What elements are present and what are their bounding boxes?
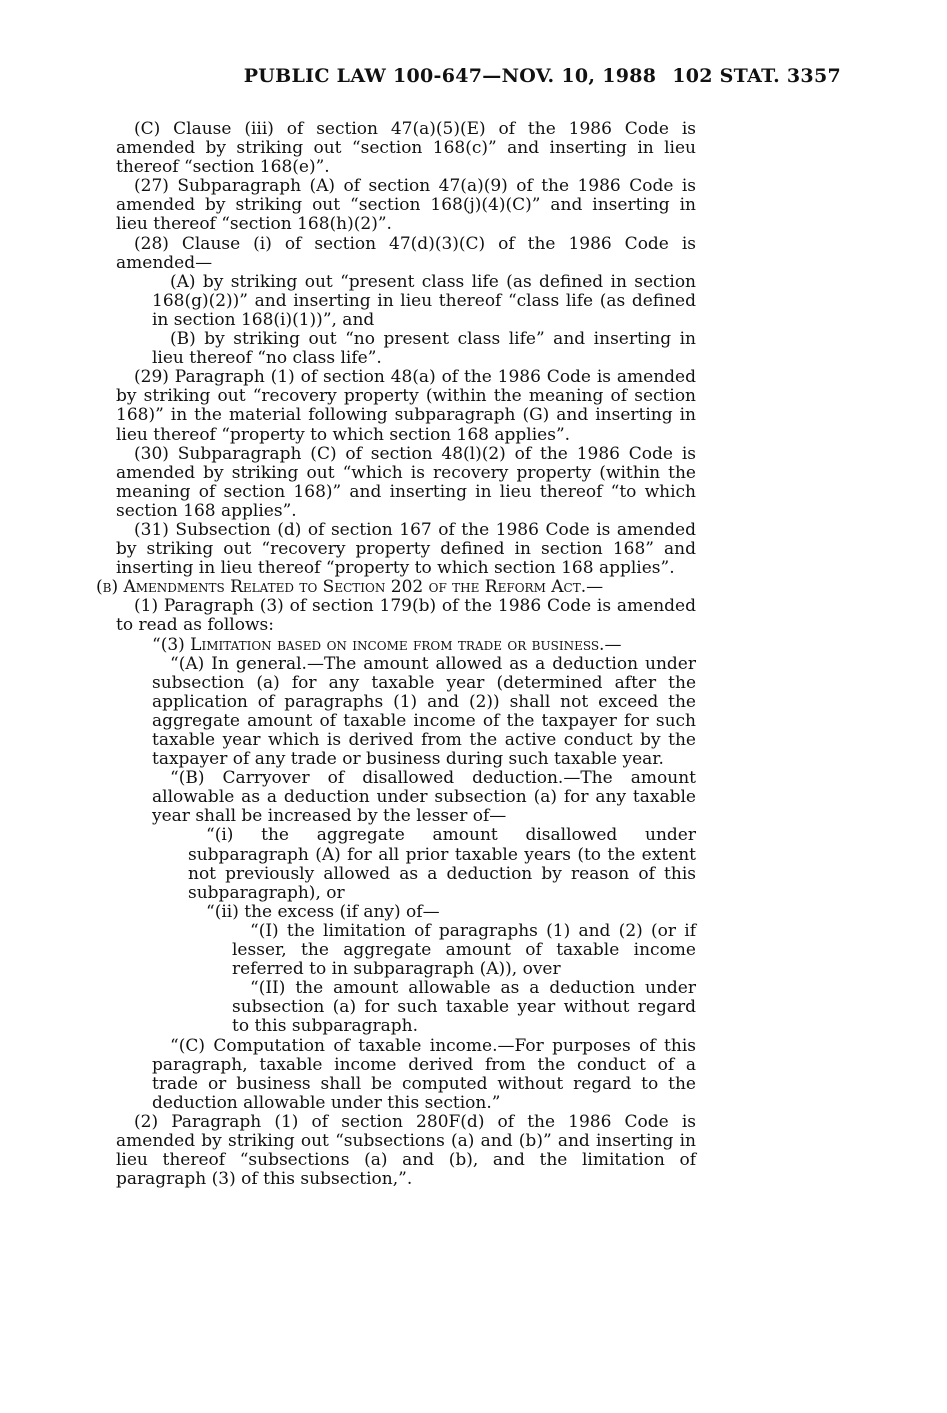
subclause-I: “(I) the limitation of paragraphs (1) and (2) (or if lesser, the aggregate amount of taxable income referred to in subparagraph (A)), over xyxy=(232,920,696,980)
subparagraph-c-computation: “(C) Computation of taxable income.—For purposes of this paragraph, taxable income derived from the conduct of a trade or business shall be computed without regard to the deduction allowable under this section.” xyxy=(152,1035,696,1113)
subparagraph-b-carryover: “(B) Carryover of disallowed deduction.—The amount allowable as a deduction under subsection (a) for any taxable year shall be increased by the lesser of— xyxy=(152,768,696,827)
paragraph-27: (27) Subparagraph (A) of section 47(a)(9) of the 1986 Code is amended by striking out “section 168(j)(4)(C)” and inserting in lieu thereof “section 168(h)(2)”. xyxy=(116,176,696,235)
running-header-title: PUBLIC LAW 100-647—NOV. 10, 1988 xyxy=(243,65,657,87)
clause-c: (C) Clause (iii) of section 47(a)(5)(E) of the 1986 Code is amended by striking out “section 168(c)” and inserting in lieu thereof “section 168(e)”. xyxy=(116,119,696,178)
clause-i: “(i) the aggregate amount disallowed under subparagraph (A) for all prior taxable years (to the extent not previously allowed as a deduction by reason of this subparagraph), or xyxy=(188,825,696,903)
paragraph-29: (29) Paragraph (1) of section 48(a) of the 1986 Code is amended by striking out “recovery property (within the meaning of section 168)” in the material following subparagraph (G) and inserting in lieu thereof “property to which section 168 applies”. xyxy=(116,367,696,445)
page-reference: 102 STAT. 3357 xyxy=(672,65,841,87)
subparagraph-a-in-general: “(A) In general.—The amount allowed as a deduction under subsection (a) for any taxable year (determined after the application of paragraphs (1) and (2)) shall not exceed the aggregate amount of taxable income of the taxpayer for such taxable year which is derived from the active conduct by the taxpayer of any trade or business during such taxable year. xyxy=(152,653,696,770)
subparagraph-28b: (B) by striking out “no present class life” and inserting in lieu thereof “no class life”. xyxy=(152,329,696,369)
subparagraph-28a: (A) by striking out “present class life (as defined in section 168(g)(2))” and inserting in lieu thereof “class life (as defined in section 168(i)(1))”, and xyxy=(152,271,696,330)
subclause-II: “(II) the amount allowable as a deduction under subsection (a) for such taxable year without regard to this subparagraph. xyxy=(232,978,696,1037)
subsection-b-heading: (b) Amendments Related to Section 202 of the Reform Act.— xyxy=(96,577,604,598)
paragraph-31: (31) Subsection (d) of section 167 of the 1986 Code is amended by striking out “recovery property defined in section 168” and inserting in lieu thereof “property to which section 168 applies”. xyxy=(116,519,696,579)
statute-body xyxy=(96,119,696,1190)
heading-limitation: “(3) Limitation based on income from trade or business.— xyxy=(152,634,622,655)
paragraph-b2: (2) Paragraph (1) of section 280F(d) of the 1986 Code is amended by striking out “subsections (a) and (b)” and inserting in lieu thereof “subsections (a) and (b), and the limitation of paragraph (3) of this subsection,”. xyxy=(116,1111,696,1190)
paragraph-b1: (1) Paragraph (3) of section 179(b) of the 1986 Code is amended to read as follows: xyxy=(116,596,696,636)
paragraph-28: (28) Clause (i) of section 47(d)(3)(C) of the 1986 Code is amended— xyxy=(116,233,696,273)
clause-ii: “(ii) the excess (if any) of— xyxy=(206,901,440,922)
paragraph-30: (30) Subparagraph (C) of section 48(l)(2) of the 1986 Code is amended by striking out “which is recovery property (within the meaning of section 168)” and inserting in lieu thereof “to which section 168 applies”. xyxy=(116,443,696,521)
